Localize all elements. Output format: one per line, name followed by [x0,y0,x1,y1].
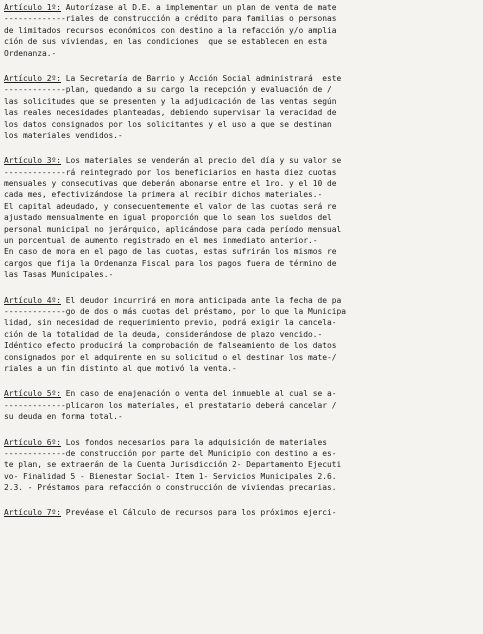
spacer [4,281,479,295]
article-heading: Artículo 3º: [4,156,62,166]
article-heading: Artículo 2º: [4,73,62,83]
article-line: vo- Finalidad 5 - Bienestar Social- Item 1- Servicios Municipales 2.6. [4,471,337,481]
article-line [4,155,479,166]
article-line: las solicitudes que se presenten y la adjudicación de las ventas según [4,96,337,106]
article-text: Los fondos necesarios para la adquisición de materiales [61,437,328,447]
article-line: riales a un fin distinto al que motivó la venta.- [4,363,237,373]
article-line: ción de sus viviendas, en las condiciones que se establecen en esta [4,37,328,47]
article-line: lidad, sin necesidad de requerimiento previo, podrá exigir la cancela- [4,318,337,328]
article-2 [4,73,479,141]
spacer [4,374,479,388]
article-line: personal municipal no jerárquico, aplicándose para cada período mensual [4,224,342,234]
article-text: Los materiales se venderán al precio del día y su valor se [61,156,342,166]
article-heading: Artículo 4º: [4,295,62,305]
article-heading: Artículo 6º: [4,437,62,447]
article-line: un porcentual de aumento registrado en el mes inmediato anterior.- [4,236,318,246]
article-line: 2.3. - Préstamos para refacción o construcción de viviendas precarias. [4,483,337,493]
article-3 [4,155,479,280]
article-line: -------------rá reintegrado por los beneficiarios en hasta diez cuotas [4,167,337,177]
document-page [4,2,479,519]
spacer [4,423,479,437]
article-line: cada mes, efectivizándose la primera al recibir dichos materiales.- [4,190,323,200]
article-line: de limitados recursos económicos con destino a la refacción y/o amplia [4,25,337,35]
article-line [4,437,479,448]
article-line [4,2,479,13]
article-line: los datos consignados por los solicitantes y el uso a que se destinan [4,119,332,129]
article-line: consignados por el adquirente en su solicitud o el destinar los mate-/ [4,352,337,362]
article-line: ción de la totalidad de la deuda, considerándose de plazo vencido.- [4,329,323,339]
article-text: La Secretaría de Barrio y Acción Social administrará este [61,73,342,83]
article-line: ajustado mensualmente en igual proporción que lo sean los sueldos del [4,213,332,223]
article-7 [4,507,479,518]
article-line: cargos que fija la Ordenanza Fiscal para los pagos fuera de término de [4,258,337,268]
article-5 [4,388,479,422]
article-line [4,295,479,306]
article-line [4,388,479,399]
article-line: -------------plicaron los materiales, el prestatario deberá cancelar / [4,400,337,410]
article-line: -------------go de dos o más cuotas del préstamo, por lo que la Municipa [4,306,347,316]
article-line [4,507,479,518]
article-line: las reales necesidades planteadas, debiendo supervisar la veracidad de [4,108,337,118]
article-heading: Artículo 5º: [4,389,62,399]
article-1 [4,2,479,59]
article-line: En caso de mora en el pago de las cuotas, estas sufrirán los mismos re [4,247,337,257]
spacer [4,141,479,155]
article-text: El deudor incurrirá en mora anticipada ante la fecha de pa [61,295,342,305]
article-heading: Artículo 1º: [4,3,62,12]
article-line: mensuales y consecutivas que deberán abonarse entre el 1ro. y el 10 de [4,179,337,189]
article-line: -------------de construcción por parte del Municipio con destino a es- [4,448,337,458]
article-line: su deuda en forma total.- [4,412,123,422]
article-line: -------------plan, quedando a su cargo la recepción y evaluación de / [4,85,332,95]
article-line [4,73,479,84]
article-line: El capital adeudado, y consecuentemente el valor de las cuotas será re [4,201,337,211]
article-text: Prevéase el Cálculo de recursos para los próximos ejerci- [61,508,337,518]
article-line: Ordenanza.- [4,48,57,58]
article-text: Autorízase al D.E. a implementar un plan de venta de mate [61,3,337,12]
article-heading: Artículo 7º: [4,508,62,518]
spacer [4,59,479,73]
article-line: los materiales vendidos.- [4,130,123,140]
article-line: las Tasas Municipales.- [4,270,114,280]
article-text: En caso de enajenación o venta del inmueble al cual se a- [61,389,337,399]
article-line: te plan, se extraerán de la Cuenta Jurisdicción 2- Departamento Ejecuti [4,460,342,470]
spacer [4,493,479,507]
article-4 [4,295,479,375]
article-6 [4,437,479,494]
article-line: -------------riales de construcción a crédito para familias o personas [4,14,337,24]
article-line: Idéntico efecto producirá la comprobación de falseamiento de los datos [4,341,337,351]
